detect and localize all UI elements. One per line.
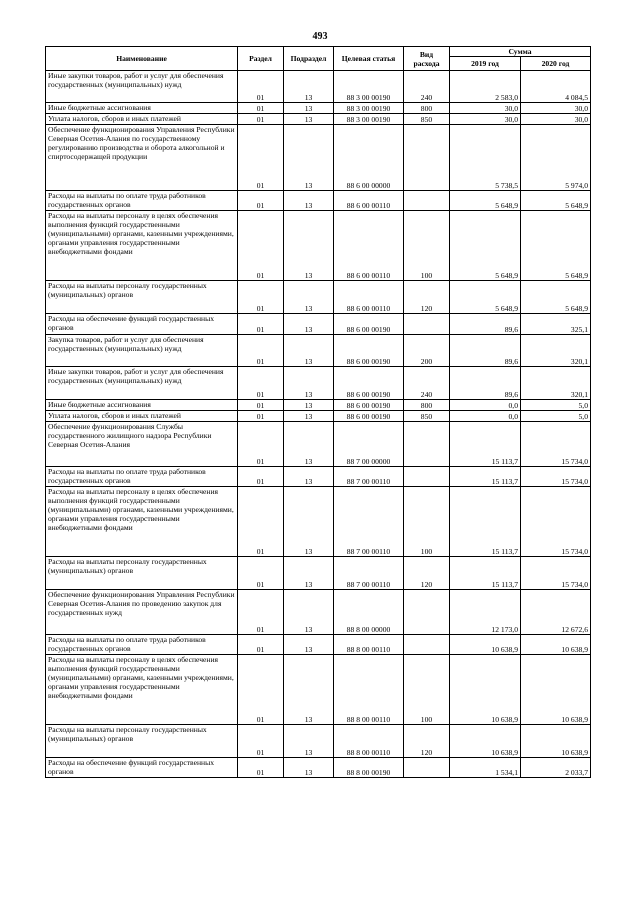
row-target-article: 88 6 00 00000 xyxy=(334,125,404,191)
row-sum-2020: 15 734,0 xyxy=(521,422,591,467)
row-expense-kind xyxy=(404,758,450,778)
table-row xyxy=(46,211,591,281)
header-year-2019: 2019 год xyxy=(450,57,521,71)
row-subsection: 13 xyxy=(284,71,334,103)
table-row xyxy=(46,590,591,635)
row-expense-kind: 100 xyxy=(404,211,450,281)
row-expense-kind xyxy=(404,467,450,487)
row-section: 01 xyxy=(238,467,284,487)
row-sum-2020: 320,1 xyxy=(521,335,591,367)
row-section: 01 xyxy=(238,590,284,635)
header-expense-kind: Вид расхода xyxy=(404,47,450,71)
row-expense-kind: 100 xyxy=(404,487,450,557)
row-sum-2020: 15 734,0 xyxy=(521,467,591,487)
row-expense-kind: 240 xyxy=(404,367,450,400)
table-row xyxy=(46,71,591,103)
row-subsection: 13 xyxy=(284,411,334,422)
row-sum-2020: 30,0 xyxy=(521,114,591,125)
row-sum-2019: 30,0 xyxy=(450,103,521,114)
row-sum-2020: 2 033,7 xyxy=(521,758,591,778)
row-target-article: 88 8 00 00000 xyxy=(334,590,404,635)
row-name: Расходы на выплаты персоналу в целях обеспечения выполнения функций государственными (муниципальными) органами, казенными учреждениями, органами управления государственными внебюджетными фондами xyxy=(46,211,238,281)
row-section: 01 xyxy=(238,557,284,590)
row-expense-kind: 800 xyxy=(404,103,450,114)
row-expense-kind: 850 xyxy=(404,411,450,422)
row-subsection: 13 xyxy=(284,487,334,557)
row-sum-2019: 89,6 xyxy=(450,314,521,335)
table-row xyxy=(46,411,591,422)
row-expense-kind: 120 xyxy=(404,281,450,314)
row-subsection: 13 xyxy=(284,758,334,778)
row-name: Расходы на выплаты персоналу государственных (муниципальных) органов xyxy=(46,557,238,590)
row-subsection: 13 xyxy=(284,655,334,725)
row-expense-kind: 800 xyxy=(404,400,450,411)
row-name: Иные бюджетные ассигнования xyxy=(46,103,238,114)
row-sum-2020: 5 648,9 xyxy=(521,191,591,211)
row-sum-2019: 12 173,0 xyxy=(450,590,521,635)
row-target-article: 88 7 00 00110 xyxy=(334,487,404,557)
row-subsection: 13 xyxy=(284,191,334,211)
row-target-article: 88 6 00 00110 xyxy=(334,211,404,281)
row-sum-2020: 5 648,9 xyxy=(521,211,591,281)
row-section: 01 xyxy=(238,725,284,758)
table-body xyxy=(46,71,591,778)
row-sum-2019: 15 113,7 xyxy=(450,422,521,467)
table-row xyxy=(46,125,591,191)
table-row xyxy=(46,400,591,411)
table-row xyxy=(46,422,591,467)
row-expense-kind: 100 xyxy=(404,655,450,725)
row-target-article: 88 6 00 00190 xyxy=(334,400,404,411)
row-sum-2019: 5 648,9 xyxy=(450,281,521,314)
row-name: Обеспечение функционирования Управления Республики Северная Осетия-Алания по проведению закупок для государственных нужд xyxy=(46,590,238,635)
table-row xyxy=(46,635,591,655)
row-name: Расходы на обеспечение функций государственных органов xyxy=(46,758,238,778)
row-sum-2020: 10 638,9 xyxy=(521,655,591,725)
row-expense-kind xyxy=(404,635,450,655)
row-sum-2019: 15 113,7 xyxy=(450,557,521,590)
row-sum-2020: 12 672,6 xyxy=(521,590,591,635)
row-subsection: 13 xyxy=(284,103,334,114)
row-name: Расходы на выплаты по оплате труда работников государственных органов xyxy=(46,467,238,487)
row-sum-2019: 1 534,1 xyxy=(450,758,521,778)
table-row xyxy=(46,557,591,590)
row-section: 01 xyxy=(238,114,284,125)
row-sum-2020: 30,0 xyxy=(521,103,591,114)
table-row xyxy=(46,314,591,335)
row-name: Расходы на выплаты по оплате труда работников государственных органов xyxy=(46,635,238,655)
row-sum-2020: 325,1 xyxy=(521,314,591,335)
row-name: Обеспечение функционирования Управления Республики Северная Осетия-Алания по государственному регулированию производства и оборота алкогольной и спиртосодержащей продукции xyxy=(46,125,238,191)
row-subsection: 13 xyxy=(284,314,334,335)
row-section: 01 xyxy=(238,655,284,725)
row-subsection: 13 xyxy=(284,335,334,367)
row-sum-2019: 10 638,9 xyxy=(450,635,521,655)
row-sum-2020: 15 734,0 xyxy=(521,557,591,590)
row-target-article: 88 6 00 00110 xyxy=(334,191,404,211)
row-expense-kind xyxy=(404,422,450,467)
table-row xyxy=(46,725,591,758)
row-name: Расходы на обеспечение функций государственных органов xyxy=(46,314,238,335)
row-subsection: 13 xyxy=(284,114,334,125)
row-sum-2019: 89,6 xyxy=(450,367,521,400)
header-subsection: Подраздел xyxy=(284,47,334,71)
row-name: Иные бюджетные ассигнования xyxy=(46,400,238,411)
row-section: 01 xyxy=(238,211,284,281)
row-section: 01 xyxy=(238,103,284,114)
row-expense-kind xyxy=(404,125,450,191)
row-target-article: 88 6 00 00190 xyxy=(334,335,404,367)
row-name: Иные закупки товаров, работ и услуг для обеспечения государственных (муниципальных) нужд xyxy=(46,367,238,400)
row-subsection: 13 xyxy=(284,557,334,590)
row-sum-2020: 10 638,9 xyxy=(521,725,591,758)
row-sum-2019: 0,0 xyxy=(450,411,521,422)
row-target-article: 88 7 00 00110 xyxy=(334,557,404,590)
row-expense-kind: 850 xyxy=(404,114,450,125)
row-section: 01 xyxy=(238,281,284,314)
row-sum-2020: 5 974,0 xyxy=(521,125,591,191)
row-expense-kind: 120 xyxy=(404,725,450,758)
row-name: Расходы на выплаты персоналу в целях обеспечения выполнения функций государственными (муниципальными) органами, казенными учреждениями, органами управления государственными внебюджетными фондами xyxy=(46,487,238,557)
row-name: Уплата налогов, сборов и иных платежей xyxy=(46,411,238,422)
row-subsection: 13 xyxy=(284,281,334,314)
row-sum-2020: 5,0 xyxy=(521,400,591,411)
table-row xyxy=(46,467,591,487)
row-sum-2020: 10 638,9 xyxy=(521,635,591,655)
header-name: Наименование xyxy=(46,47,238,71)
budget-table xyxy=(45,46,591,778)
row-sum-2020: 5,0 xyxy=(521,411,591,422)
header-target-article: Целевая статья xyxy=(334,47,404,71)
row-name: Иные закупки товаров, работ и услуг для обеспечения государственных (муниципальных) нужд xyxy=(46,71,238,103)
row-section: 01 xyxy=(238,125,284,191)
row-target-article: 88 6 00 00110 xyxy=(334,281,404,314)
row-expense-kind xyxy=(404,314,450,335)
row-section: 01 xyxy=(238,367,284,400)
row-target-article: 88 6 00 00190 xyxy=(334,367,404,400)
row-section: 01 xyxy=(238,335,284,367)
row-subsection: 13 xyxy=(284,635,334,655)
row-subsection: 13 xyxy=(284,590,334,635)
row-subsection: 13 xyxy=(284,125,334,191)
row-name: Обеспечение функционирования Службы государственного жилищного надзора Республики Северная Осетия-Алания xyxy=(46,422,238,467)
table-row xyxy=(46,367,591,400)
row-expense-kind: 200 xyxy=(404,335,450,367)
row-expense-kind: 240 xyxy=(404,71,450,103)
row-section: 01 xyxy=(238,758,284,778)
row-sum-2020: 320,1 xyxy=(521,367,591,400)
row-name: Закупка товаров, работ и услуг для обеспечения государственных (муниципальных) нужд xyxy=(46,335,238,367)
row-section: 01 xyxy=(238,71,284,103)
row-target-article: 88 7 00 00000 xyxy=(334,422,404,467)
row-target-article: 88 8 00 00110 xyxy=(334,635,404,655)
row-sum-2020: 15 734,0 xyxy=(521,487,591,557)
header-year-2020: 2020 год xyxy=(521,57,591,71)
row-subsection: 13 xyxy=(284,422,334,467)
page-number: 493 xyxy=(312,31,328,42)
row-name: Уплата налогов, сборов и иных платежей xyxy=(46,114,238,125)
row-sum-2020: 4 084,5 xyxy=(521,71,591,103)
row-target-article: 88 8 00 00110 xyxy=(334,655,404,725)
row-sum-2019: 89,6 xyxy=(450,335,521,367)
table-row xyxy=(46,758,591,778)
row-section: 01 xyxy=(238,400,284,411)
row-section: 01 xyxy=(238,635,284,655)
row-target-article: 88 8 00 00190 xyxy=(334,758,404,778)
row-expense-kind xyxy=(404,191,450,211)
table-row xyxy=(46,191,591,211)
header-section: Раздел xyxy=(238,47,284,71)
row-section: 01 xyxy=(238,411,284,422)
row-section: 01 xyxy=(238,422,284,467)
row-name: Расходы на выплаты персоналу государственных (муниципальных) органов xyxy=(46,281,238,314)
row-name: Расходы на выплаты персоналу в целях обеспечения выполнения функций государственными (муниципальными) органами, казенными учреждениями, органами управления государственными внебюджетными фондами xyxy=(46,655,238,725)
table-row xyxy=(46,487,591,557)
row-section: 01 xyxy=(238,314,284,335)
row-name: Расходы на выплаты по оплате труда работников государственных органов xyxy=(46,191,238,211)
row-target-article: 88 7 00 00110 xyxy=(334,467,404,487)
row-sum-2019: 15 113,7 xyxy=(450,467,521,487)
row-sum-2019: 0,0 xyxy=(450,400,521,411)
row-section: 01 xyxy=(238,487,284,557)
row-target-article: 88 8 00 00110 xyxy=(334,725,404,758)
row-target-article: 88 3 00 00190 xyxy=(334,71,404,103)
row-expense-kind xyxy=(404,590,450,635)
row-sum-2019: 30,0 xyxy=(450,114,521,125)
row-sum-2019: 5 648,9 xyxy=(450,211,521,281)
table-row xyxy=(46,114,591,125)
row-subsection: 13 xyxy=(284,367,334,400)
row-sum-2019: 5 738,5 xyxy=(450,125,521,191)
table-row xyxy=(46,281,591,314)
row-expense-kind: 120 xyxy=(404,557,450,590)
row-section: 01 xyxy=(238,191,284,211)
row-target-article: 88 6 00 00190 xyxy=(334,314,404,335)
row-sum-2020: 5 648,9 xyxy=(521,281,591,314)
row-sum-2019: 10 638,9 xyxy=(450,655,521,725)
row-subsection: 13 xyxy=(284,467,334,487)
row-target-article: 88 3 00 00190 xyxy=(334,103,404,114)
row-subsection: 13 xyxy=(284,725,334,758)
row-sum-2019: 10 638,9 xyxy=(450,725,521,758)
row-sum-2019: 5 648,9 xyxy=(450,191,521,211)
table-row xyxy=(46,103,591,114)
row-target-article: 88 3 00 00190 xyxy=(334,114,404,125)
header-sum: Сумма xyxy=(450,47,591,57)
table-row xyxy=(46,655,591,725)
table-row xyxy=(46,335,591,367)
row-subsection: 13 xyxy=(284,400,334,411)
row-subsection: 13 xyxy=(284,211,334,281)
row-name: Расходы на выплаты персоналу государственных (муниципальных) органов xyxy=(46,725,238,758)
row-sum-2019: 2 583,0 xyxy=(450,71,521,103)
row-sum-2019: 15 113,7 xyxy=(450,487,521,557)
row-target-article: 88 6 00 00190 xyxy=(334,411,404,422)
